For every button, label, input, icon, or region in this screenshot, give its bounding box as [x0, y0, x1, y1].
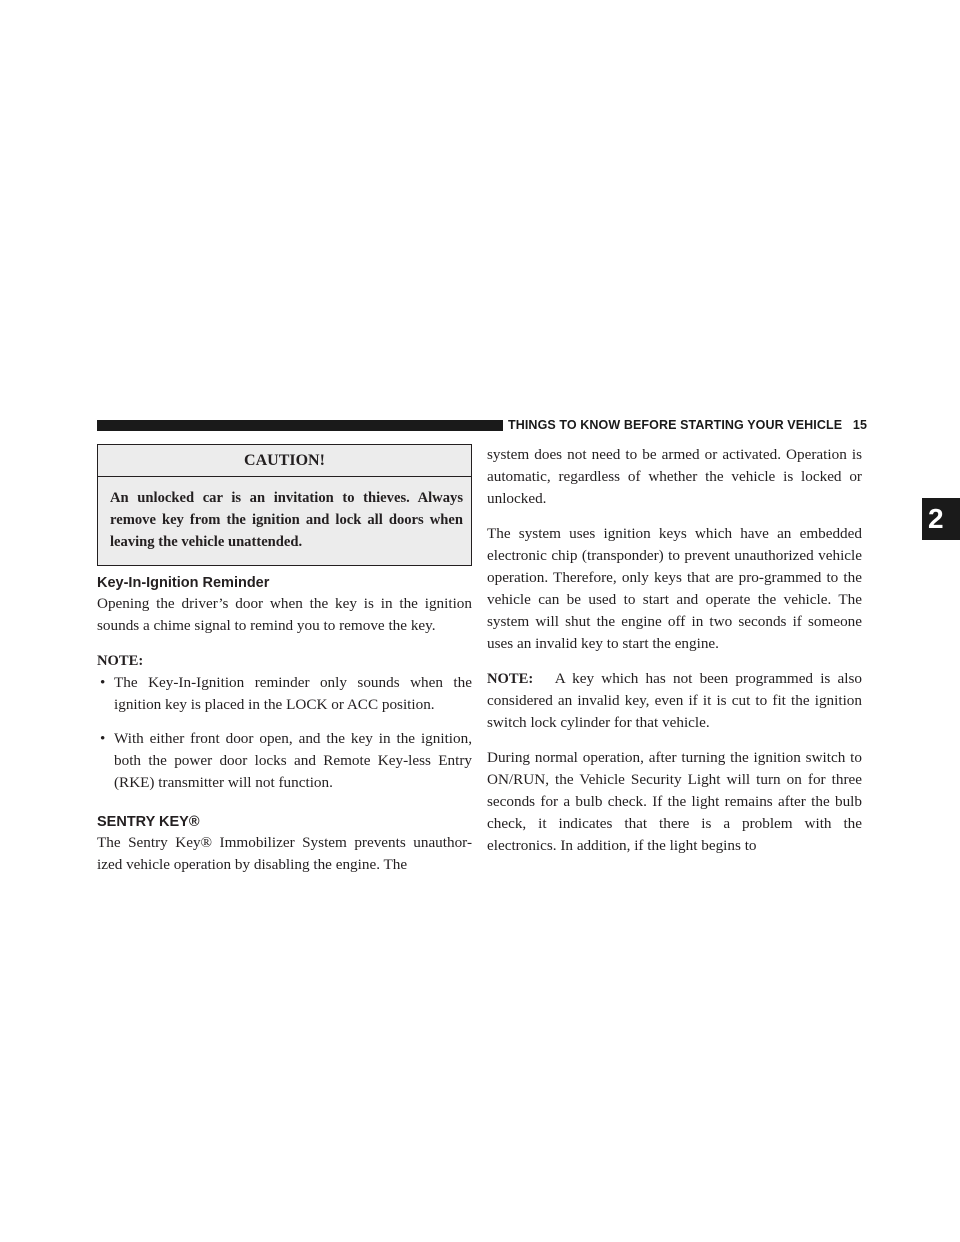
- note-label: NOTE:: [97, 653, 144, 669]
- caution-box: [97, 444, 472, 566]
- bullet-text: The Key-In-Ignition reminder only sounds when the ignition key is placed in the LOCK or ACC position.: [114, 674, 472, 713]
- left-column: [97, 444, 472, 876]
- page-number: 15: [852, 418, 868, 432]
- section-title: THINGS TO KNOW BEFORE STARTING YOUR VEHICLE: [508, 418, 843, 432]
- chapter-tab: [922, 498, 960, 540]
- key-in-ignition-heading: Key-In-Ignition Reminder: [97, 575, 270, 591]
- header-rule: [97, 420, 503, 431]
- chapter-number: 2: [928, 503, 944, 534]
- note-label: NOTE:: [487, 671, 534, 687]
- note-text: A key which has not been programmed is also considered an invalid key, even if it is cut to fit the ignition switch lock cylinder for that vehicle.: [487, 670, 862, 731]
- sentry-key-paragraph-transponder: The system uses ignition keys which have an embedded electronic chip (transponder) to prevent unauthorized vehicle operation. Therefore, only keys that are pro-grammed to the vehicle can be used to start and operate the vehicle. The system will shut the engine off in two seconds if someone uses an invalid key to start the engine.: [487, 525, 862, 652]
- bullet-glyph: •: [100, 674, 106, 691]
- sentry-key-paragraph-start: The Sentry Key® Immobilizer System prevents unauthor-ized vehicle operation by disabling the engine. The: [97, 834, 472, 873]
- right-column: [487, 444, 862, 857]
- list-item: [97, 672, 472, 716]
- sentry-key-paragraph-operation: During normal operation, after turning the ignition switch to ON/RUN, the Vehicle Security Light will turn on for three seconds for a bulb check. If the light remains after the bulb check, it indicates that there is a problem with the electronics. In addition, if the light begins to: [487, 749, 862, 854]
- key-in-ignition-paragraph: Opening the driver’s door when the key is in the ignition sounds a chime signal to remind you to remove the key.: [97, 595, 472, 634]
- sentry-key-note: [487, 668, 862, 734]
- sentry-key-heading: SENTRY KEY®: [97, 814, 200, 830]
- running-header: [508, 418, 867, 432]
- caution-title: CAUTION!: [98, 445, 471, 477]
- sentry-key-paragraph-continued: system does not need to be armed or activated. Operation is automatic, regardless of whether the vehicle is locked or unlocked.: [487, 446, 862, 507]
- list-item: [97, 728, 472, 794]
- caution-text: An unlocked car is an invitation to thieves. Always remove key from the ignition and lock all doors when leaving the vehicle unattended.: [110, 490, 463, 550]
- bullet-glyph: •: [100, 730, 106, 747]
- bullet-text: With either front door open, and the key in the ignition, both the power door locks and Remote Key-less Entry (RKE) transmitter will not function.: [114, 730, 472, 791]
